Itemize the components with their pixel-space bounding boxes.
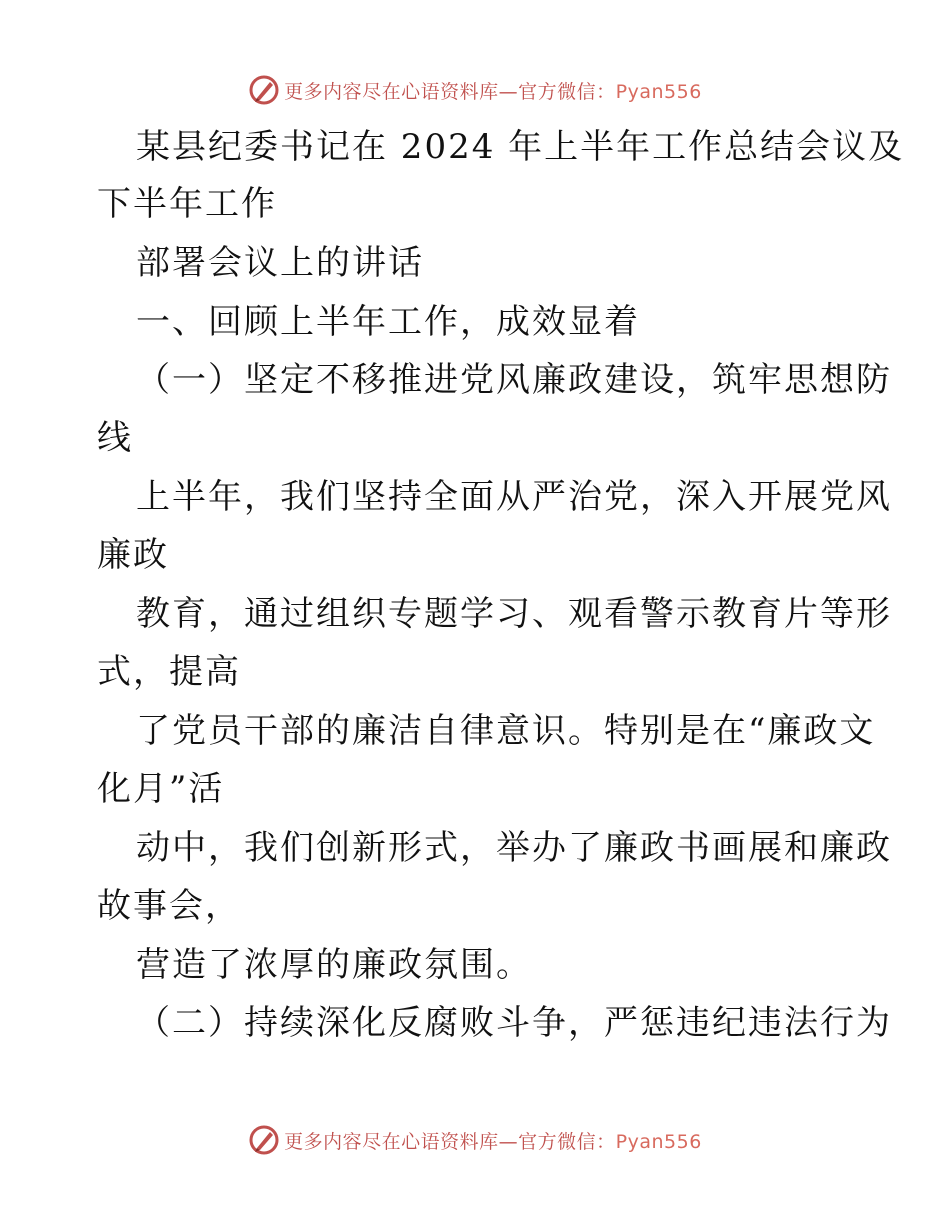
banner-wechat-id: Pyan556 — [615, 1130, 702, 1153]
subsection-heading-1-cont: 线 — [97, 418, 133, 458]
banner-text — [284, 1127, 702, 1154]
title-line-1: 某县纪委书记在 2024 年上半年工作总结会议及 — [136, 127, 905, 167]
paragraph-line: 动中，我们创新形式，举办了廉政书画展和廉政 — [136, 828, 892, 868]
paragraph-line: 廉政 — [97, 535, 169, 575]
paragraph-line: 营造了浓厚的廉政氛围。 — [136, 945, 532, 985]
paragraph-line: 了党员干部的廉洁自律意识。特别是在“廉政文 — [136, 711, 876, 751]
banner-label: 更多内容尽在心语资料库—官方微信： — [284, 80, 616, 103]
paragraph-line: 教育，通过组织专题学习、观看警示教育片等形 — [136, 594, 892, 634]
section-heading-1: 一、回顾上半年工作，成效显着 — [136, 302, 640, 342]
paragraph-line: 化月”活 — [97, 769, 225, 809]
paragraph-line: 上半年，我们坚持全面从严治党，深入开展党风 — [136, 477, 892, 517]
title-line-3: 部署会议上的讲话 — [136, 243, 424, 283]
quill-pen-logo-icon — [248, 1124, 280, 1156]
header-watermark-banner — [0, 70, 950, 110]
footer-watermark-banner — [0, 1120, 950, 1160]
paragraph-line: 故事会， — [97, 886, 241, 926]
paragraph-line: 式，提高 — [97, 652, 241, 692]
banner-wechat-id: Pyan556 — [615, 80, 702, 103]
title-line-2: 下半年工作 — [97, 184, 277, 224]
banner-label: 更多内容尽在心语资料库—官方微信： — [284, 1130, 616, 1153]
subsection-heading-1: （一）坚定不移推进党风廉政建设，筑牢思想防 — [136, 360, 892, 400]
quill-pen-logo-icon — [248, 74, 280, 106]
banner-text — [284, 77, 702, 104]
subsection-heading-2: （二）持续深化反腐败斗争，严惩违纪违法行为 — [136, 1003, 892, 1043]
